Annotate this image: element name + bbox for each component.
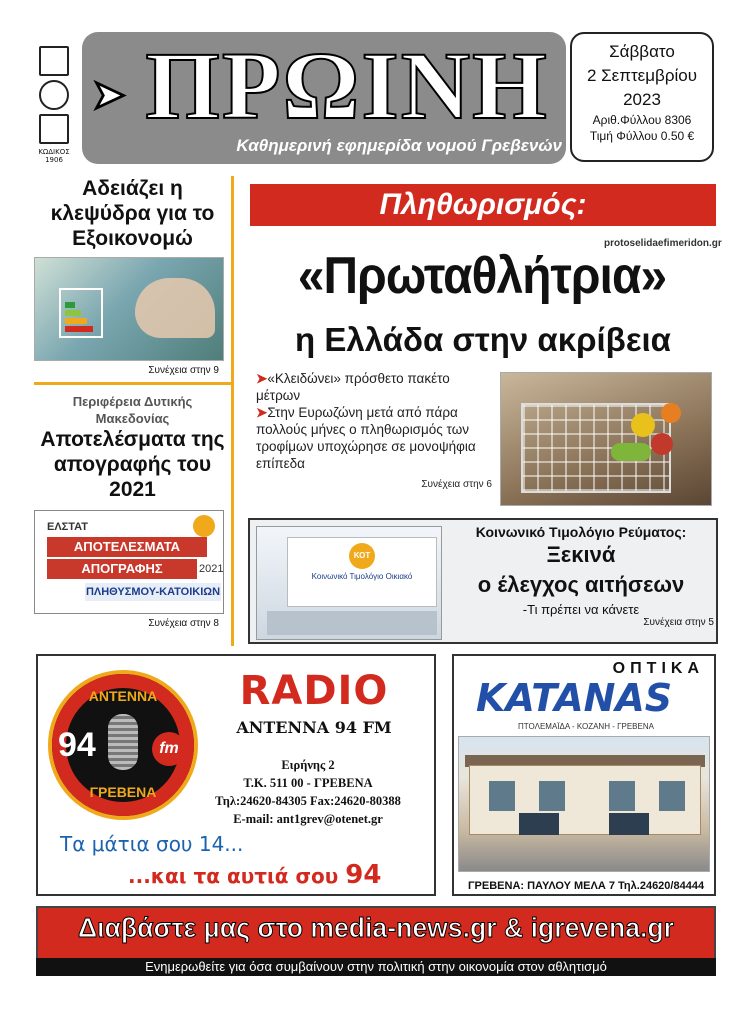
price: Τιμή Φύλλου 0.50 € [589,129,695,143]
bullet-item [256,404,492,472]
laptop-screen: Κοινωνικό Τιμολόγιο Οικιακό [287,537,437,607]
kicker-band: Πληθωρισμός: [250,184,716,226]
arrow-bullet-icon: ➤ [256,371,268,386]
arrow-icon: ➤ [92,73,126,117]
masthead-side-icons [30,42,78,172]
elstat-line2: ΑΠΟΓΡΑΦΗΣ [47,559,197,579]
logo-number: 94 [58,726,96,764]
fruit-graphic [611,443,651,461]
optika-address: ΓΡΕΒΕΝΑ: ΠΑΥΛΟΥ ΜΕΛΑ 7 Τηλ.24620/84444 [467,880,705,892]
energy-house-image [34,257,224,361]
logo-fm: fm [152,732,186,766]
optika-brand: KATANAS [476,676,673,720]
optika-advertisement[interactable] [452,654,716,896]
radio-phone: Τηλ:24620-84305 Fax:24620-80388 [215,794,401,808]
social-sub: -Τι πρέπει να κάνετε [522,602,640,617]
main-headline[interactable]: «Πρωταθλήτρια» [297,247,667,305]
issue-number: Αριθ.Φύλλου 8306 [592,113,692,127]
slogan-number: 94 [345,860,382,890]
code-label: ΚΩΔΙΚΟΣ [38,148,70,156]
newspaper-subtitle: Καθημερινή εφημερίδα νομού Γρεβενών [236,136,562,155]
radio-logo [48,670,198,820]
bullet-item [256,370,492,404]
masthead [82,32,566,164]
social-headline-1[interactable]: Ξεκινά [546,542,616,567]
bullet-text: Στην Ευρωζώνη μετά από πάρα πολλούς μήνες ο πληθωρισμός των τροφίμων υποχώρησε σε μονοψήφια επίπεδα [256,405,476,471]
storefront-door [609,813,649,835]
laptop-image [256,526,442,640]
code-value: 1906 [45,156,63,164]
social-text [448,524,714,628]
social-continue[interactable]: Συνέχεια στην 5 [643,617,714,628]
optika-cities: ΠΤΟΛΕΜΑΪΔΑ - ΚΟΖΑΝΗ - ΓΡΕΒΕΝΑ [518,722,654,731]
elstat-line3: ΠΛΗΘΥΣΜΟΥ-ΚΑΤΟΙΚΙΩΝ [85,583,221,601]
story2-region: Περιφέρεια Δυτικής Μακεδονίας [72,394,193,426]
arrow-bullet-icon: ➤ [256,405,268,420]
story2-continue[interactable]: Συνέχεια στην 8 [148,618,219,629]
story1-continue[interactable]: Συνέχεια στην 9 [148,365,219,376]
divider [34,382,231,385]
story2-title[interactable]: Αποτελέσματα της απογραφής του 2021 [40,428,225,501]
bottom-strip: Ενημερωθείτε για όσα συμβαίνουν στην πολιτική στην οικονομία στον αθλητισμό [36,958,716,976]
radio-subtitle: ANTENNA 94 FM [236,718,392,737]
hand-graphic [135,278,215,338]
logo-top-text: ΑΝΤΕΝΝΑ [88,688,158,704]
elstat-year: 2021 [199,563,224,575]
newspaper-title: ΠΡΩΙΝΗ [145,32,549,139]
fruit-graphic [631,413,655,437]
window-graphic [489,781,515,811]
window-graphic [659,781,685,811]
shopping-cart-image [500,372,712,506]
storefront-door [519,813,559,835]
left-column [34,176,234,646]
logo-bottom-text: ΓΡΕΒΕΝΑ [89,784,157,800]
main-bullets [256,370,492,493]
source-site: protoselidaefimeridon.gr [604,238,722,249]
storefront-image [458,736,710,872]
social-title: Κοινωνικό Τιμολόγιο Ρεύματος: [475,524,687,540]
bottom-banner[interactable] [36,906,716,966]
story1-title[interactable]: Αδειάζει η κλεψύδρα για το Εξοικονομώ [50,177,215,250]
radio-title: RADIO [239,668,389,714]
banner-text[interactable]: Διαβάστε μας στο media-news.gr & igrevena.gr [77,912,675,943]
radio-advertisement[interactable] [36,654,436,896]
energy-bar [65,326,93,332]
date: 2 Σεπτεμβρίου [586,66,698,85]
barcode-icon [39,114,69,144]
bulb-icon: ΚΟΤ [349,543,375,569]
keyboard-graphic [267,611,437,635]
year: 2023 [623,90,661,109]
energy-bar [65,318,87,324]
slogan-text: ...και τα αυτιά σου [128,864,346,888]
radio-slogan-1: Τα μάτια σου 14... [60,832,244,856]
energy-bar [65,310,81,316]
seal-icon [39,80,69,110]
elstat-org: ΕΛΣΤΑΤ [47,521,88,533]
sun-icon [193,515,215,537]
microphone-icon [108,714,138,770]
main-subhead: η Ελλάδα στην ακρίβεια [295,321,671,358]
elstat-image [34,510,224,614]
fruit-graphic [661,403,681,423]
date-box [570,32,714,162]
radio-slogan-2 [128,860,381,890]
bullet-text: «Κλειδώνει» πρόσθετο πακέτο μέτρων [256,371,450,403]
radio-email: E-mail: ant1grev@otenet.gr [233,812,383,826]
optika-top: ΟΠΤΙΚΑ [612,660,704,677]
radio-address [188,756,428,828]
fruit-graphic [651,433,673,455]
window-graphic [539,781,565,811]
radio-street: Ειρήνης 2 [281,758,335,772]
window-graphic [609,781,635,811]
social-headline-2[interactable]: ο έλεγχος αιτήσεων [477,572,685,597]
energy-bar [65,302,75,308]
radio-postcode: Τ.Κ. 511 00 - ΓΡΕΒΕΝΑ [243,776,373,790]
social-tariff-box [248,518,718,644]
main-continue[interactable]: Συνέχεια στην 6 [421,479,492,490]
elstat-line1: ΑΠΟΤΕΛΕΣΜΑΤΑ [47,537,207,557]
day-name: Σάββατο [609,42,675,61]
house-logo-icon [39,46,69,76]
